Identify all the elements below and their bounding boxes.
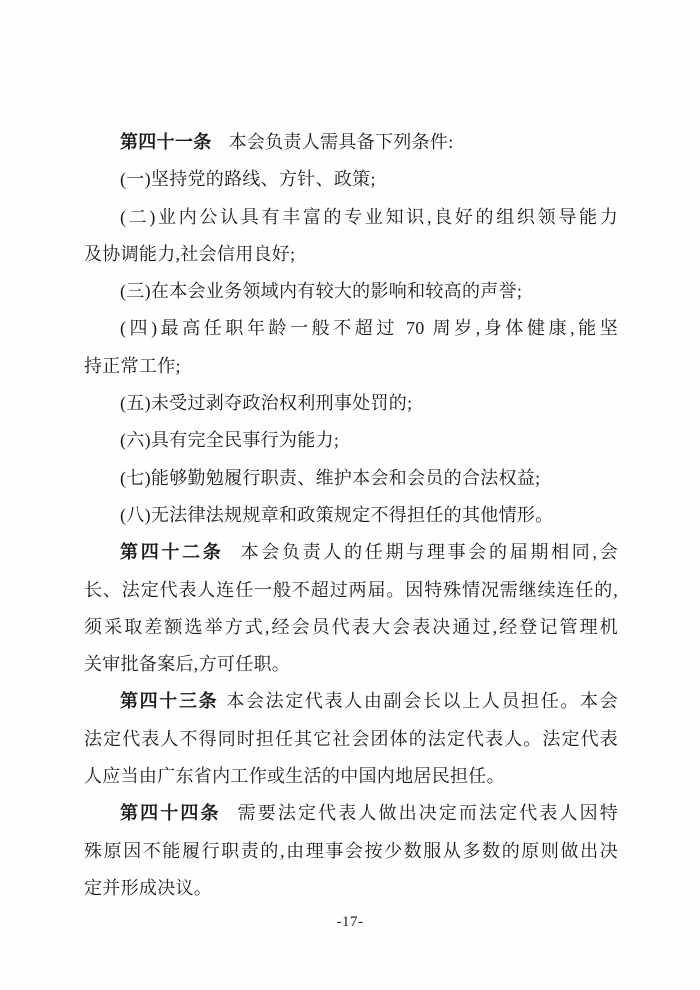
text-line [84, 199, 618, 236]
line-text: 长、法定代表人连任一般不超过两届。因特殊情况需继续连任的, [84, 579, 618, 600]
article-number: 第四十三条 [120, 691, 219, 712]
line-text: 殊原因不能履行职责的,由理事会按少数服从多数的原则做出决 [84, 840, 618, 861]
text-line [84, 460, 618, 497]
page-number: -17- [336, 914, 364, 930]
text-line [84, 795, 618, 832]
line-text: 人应当由广东省内工作或生活的中国内地居民担任。 [84, 766, 505, 787]
page-footer [0, 913, 700, 931]
line-text: 及协调能力,社会信用良好; [84, 243, 296, 264]
text-line [84, 683, 618, 720]
text-line [84, 422, 618, 459]
text-line [84, 236, 618, 273]
text-line [84, 497, 618, 534]
line-text: (五)未受过剥夺政治权利刑事处罚的; [120, 393, 413, 414]
line-text: (一)坚持党的路线、方针、政策; [120, 169, 376, 190]
text-line [84, 870, 618, 907]
line-text: 须采取差额选举方式,经会员代表大会表决通过,经登记管理机 [84, 616, 618, 637]
text-line [84, 124, 618, 161]
line-text: 本会法定代表人由副会长以上人员担任。本会 [226, 691, 619, 712]
line-text: (八)无法律法规规章和政策规定不得担任的其他情形。 [120, 504, 554, 525]
article-number: 第四十二条 [120, 542, 224, 563]
text-line [84, 385, 618, 422]
line-text: (四)最高任职年龄一般不超过 70 周岁,身体健康,能坚 [120, 318, 618, 339]
line-text: 法定代表人不得同时担任其它社会团体的法定代表人。法定代表 [84, 728, 618, 749]
document-content [84, 124, 618, 907]
text-line [84, 348, 618, 385]
line-text: (三)在本会业务领域内有较大的影响和较高的声誉; [120, 281, 523, 302]
text-line [84, 161, 618, 198]
article-number: 第四十一条 [120, 132, 212, 152]
text-line [84, 273, 618, 310]
text-line [84, 609, 618, 646]
article-number: 第四十四条 [120, 803, 221, 824]
text-line [84, 646, 618, 683]
line-text: 定并形成决议。 [84, 877, 213, 898]
line-text: 关审批备案后,方可任职。 [84, 654, 291, 675]
text-line [84, 758, 618, 795]
line-text: 本会负责人的任期与理事会的届期相同,会 [240, 542, 619, 563]
line-text: (二)业内公认具有丰富的专业知识,良好的组织领导能力 [120, 206, 618, 227]
text-line [84, 310, 618, 347]
line-text: 需要法定代表人做出决定而法定代表人因特 [237, 803, 619, 824]
line-text: 本会负责人需具备下列条件: [228, 132, 454, 152]
line-text: (六)具有完全民事行为能力; [120, 430, 340, 451]
text-line [84, 833, 618, 870]
line-text: 持正常工作; [84, 355, 181, 376]
line-text: (七)能够勤勉履行职责、维护本会和会员的合法权益; [120, 467, 541, 488]
text-line [84, 721, 618, 758]
text-line [84, 534, 618, 571]
text-line [84, 572, 618, 609]
